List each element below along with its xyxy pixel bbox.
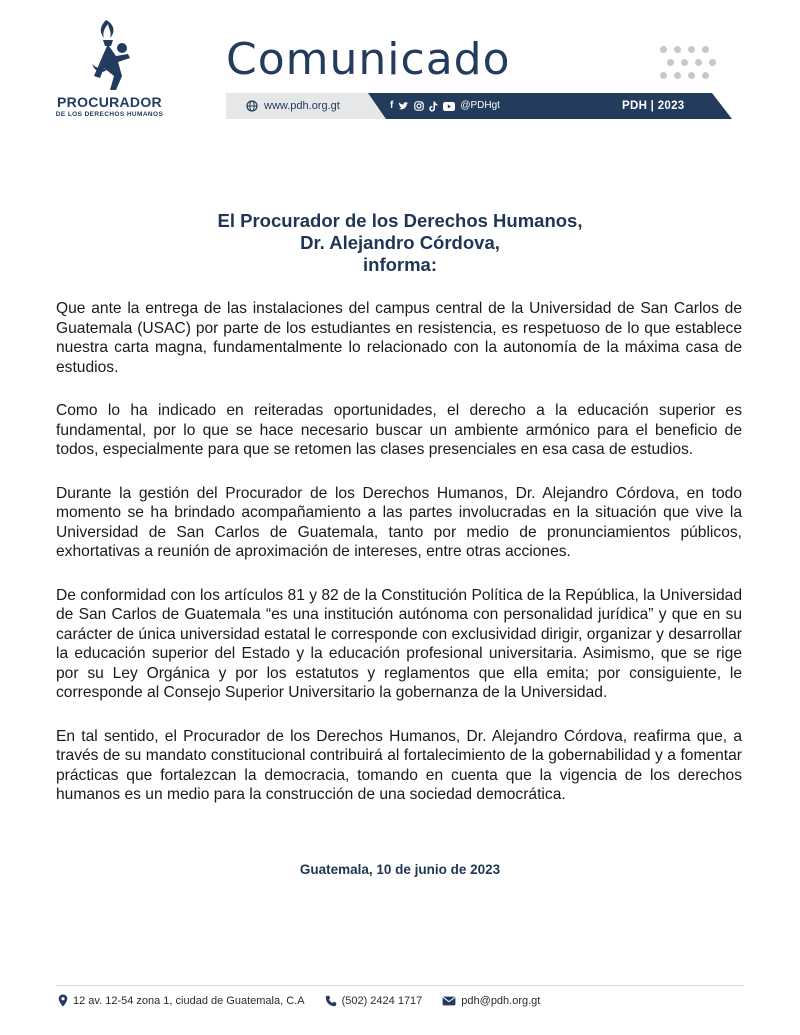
statement-heading bbox=[100, 210, 700, 276]
tiktok-icon[interactable] bbox=[429, 101, 438, 112]
instagram-icon[interactable] bbox=[414, 101, 424, 111]
paragraph-5: En tal sentido, el Procurador de los Derechos Humanos, Dr. Alejandro Córdova, reafirma que, a través de su mandato constitucional contribuirá al fortalecimiento de la gobernabilidad y a fomentar prácticas que fortalezcan la democracia, tomando en cuenta que la vigencia de los derechos humanos es un medio para la construcción de una sociedad democrática. bbox=[56, 727, 742, 803]
footer-email bbox=[442, 995, 540, 1007]
statement-date: Guatemala, 10 de junio de 2023 bbox=[299, 862, 501, 877]
header-bar bbox=[226, 93, 732, 119]
phone-icon bbox=[325, 995, 337, 1007]
page-footer bbox=[58, 994, 560, 1007]
paragraph-3: Durante la gestión del Procurador de los Derechos Humanos, Dr. Alejandro Córdova, en todo momento se ha brindado acompañamiento a las partes involucradas en la situación que vive la Universidad de San Carlos de Guatemala, tanto por medio de pronunciamientos públicos, exhortativas a reunión de aproximación de intereses, entre otras acciones. bbox=[56, 484, 742, 560]
email-text[interactable]: pdh@pdh.org.gt bbox=[461, 994, 541, 1007]
heading-line-1: El Procurador de los Derechos Humanos, bbox=[217, 210, 583, 231]
logo-subtitle: DE LOS DERECHOS HUMANOS bbox=[55, 111, 164, 118]
email-icon bbox=[442, 996, 456, 1006]
heading-line-3: informa: bbox=[363, 254, 437, 275]
year-tag: PDH | 2023 bbox=[622, 100, 685, 112]
twitter-icon[interactable] bbox=[398, 101, 409, 111]
page-title: Comunicado bbox=[226, 34, 511, 85]
social-links bbox=[390, 99, 500, 113]
footer-divider bbox=[56, 985, 744, 986]
page-header bbox=[0, 0, 800, 135]
paragraph-2: Como lo ha indicado en reiteradas oportunidades, el derecho a la educación superior es fundamental, por lo que se hace necesario buscar un ambiente armónico para el beneficio de todos, especialmente para que se retomen las clases presenciales en esa casa de estudios. bbox=[56, 402, 742, 458]
torch-figure-icon bbox=[82, 18, 138, 92]
decorative-dots bbox=[660, 46, 722, 84]
logo-name: PROCURADOR bbox=[57, 94, 162, 110]
address-text: 12 av. 12-54 zona 1, ciudad de Guatemala, C.A bbox=[73, 994, 305, 1007]
heading-line-2: Dr. Alejandro Córdova, bbox=[300, 232, 500, 253]
paragraph-4: De conformidad con los artículos 81 y 82 de la Constitución Política de la República, la Universidad de San Carlos de Guatemala “es una institución autónoma con personalidad jurídica” y que en su carácter de única universidad estatal le corresponde con exclusividad dirigir, organizar y desarrollar la educación superior del Estado y la educación profesional universitaria. Asimismo, que se rige por su Ley Orgánica y por los estatutos y reglamentos que ella emita; por consiguiente, le corresponde al Consejo Superior Universitario la gobernanza de la Universidad. bbox=[56, 586, 742, 701]
website-url: www.pdh.org.gt bbox=[264, 100, 340, 112]
phone-text: (502) 2424 1717 bbox=[341, 994, 423, 1007]
footer-phone bbox=[325, 995, 423, 1007]
website-link[interactable] bbox=[246, 99, 340, 113]
youtube-icon[interactable] bbox=[443, 102, 455, 111]
facebook-icon[interactable]: f bbox=[390, 100, 394, 111]
paragraph-1: Que ante la entrega de las instalaciones del campus central de la Universidad de San Carlos de Guatemala (USAC) por parte de los estudiantes en resistencia, es respetuoso de lo que establece nuestra carta magna, fundamentalmente lo relacionado con la autonomía de la máxima casa de estudios. bbox=[56, 300, 742, 376]
location-pin-icon bbox=[58, 994, 68, 1007]
social-handle: @PDHgt bbox=[460, 100, 500, 111]
globe-icon bbox=[246, 100, 258, 112]
footer-address bbox=[58, 994, 305, 1007]
pdh-logo bbox=[52, 18, 167, 126]
statement-body bbox=[56, 299, 742, 805]
